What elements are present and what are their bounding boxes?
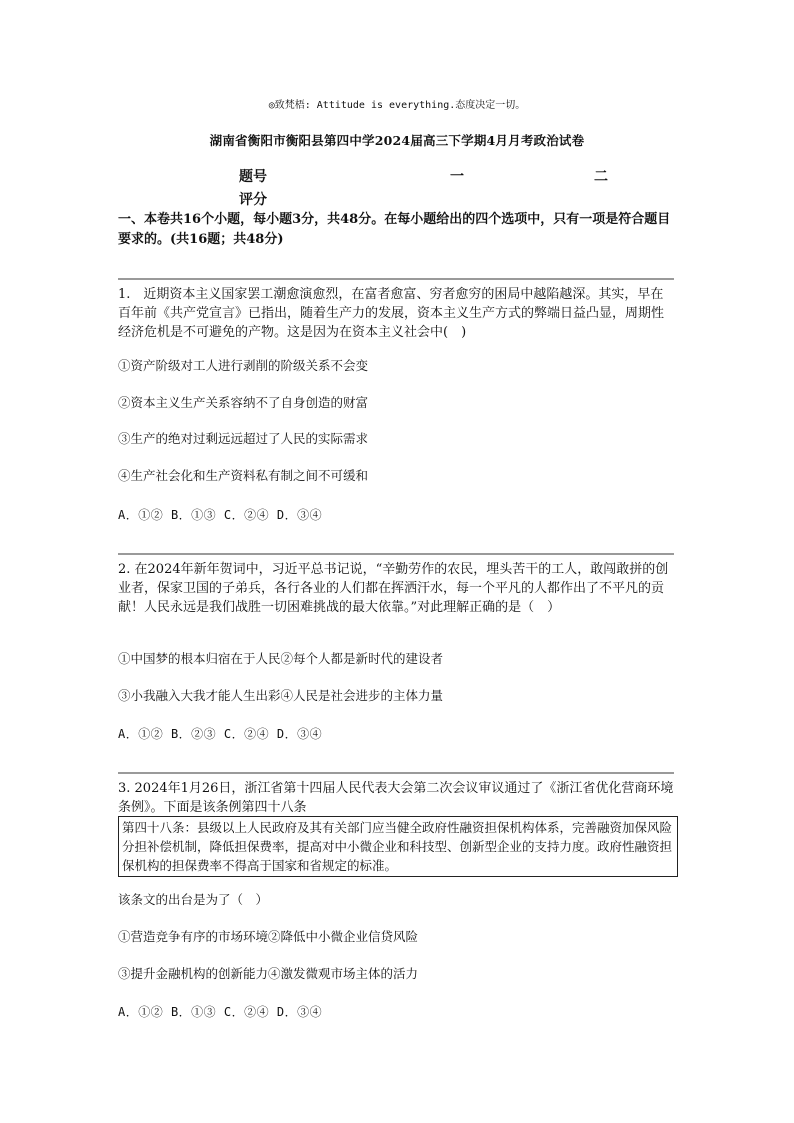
score-table-col-1: 一 — [450, 169, 464, 185]
score-table-row-score — [237, 189, 637, 212]
score-table-col-2: 二 — [594, 169, 608, 185]
question-2-option: ③小我融入大我才能人生出彩④人民是社会进步的主体力量 — [118, 688, 444, 703]
question-1-answers: A．①② B．①③ C．②④ D．③④ — [118, 508, 323, 522]
divider — [118, 553, 674, 555]
question-3-option: ③提升金融机构的创新能力④激发微观市场主体的活力 — [118, 966, 419, 981]
score-table-header-label: 题号 — [239, 169, 267, 185]
exam-title: 湖南省衡阳市衡阳县第四中学2024届高三下学期4月月考政治试卷 — [209, 133, 585, 148]
score-table-row-question-number — [237, 166, 637, 189]
question-2-option: ①中国梦的根本归宿在于人民②每个人都是新时代的建设者 — [118, 651, 444, 666]
score-table-score-label: 评分 — [239, 192, 267, 208]
question-1-option: ①资产阶级对工人进行剥削的阶级关系不会变 — [118, 358, 369, 373]
question-1-option: ④生产社会化和生产资料私有制之间不可缓和 — [118, 468, 369, 483]
question-2-stem: 2. 在2024年新年贺词中，习近平总书记说，“辛勤劳作的农民，埋头苦干的工人，敢闯敢拼的创业者，保家卫国的子弟兵，各行各业的人们都在挥洒汗水，每一个平凡的人都作出了不平凡的贡献！人民永远是我们战胜一切困难挑战的最大依靠。”对此理解正确的是（ ） — [118, 562, 669, 615]
divider — [118, 772, 674, 774]
question-1-option: ②资本主义生产关系容纳不了自身创造的财富 — [118, 395, 369, 410]
question-3-prompt: 该条文的出台是为了（ ） — [118, 892, 269, 907]
question-3-stem: 3. 2024年1月26日，浙江省第十四届人民代表大会第二次会议审议通过了《浙江省优化营商环境条例》。下面是该条例第四十八条 — [118, 781, 674, 815]
section-heading: 一、本卷共16个小题，每小题3分，共48分。在每小题给出的四个选项中，只有一项是符合题目要求的。(共16题；共48分) — [118, 212, 671, 247]
question-1-option: ③生产的绝对过剩远远超过了人民的实际需求 — [118, 431, 369, 446]
question-3-option: ①营造竞争有序的市场环境②降低中小微企业信贷风险 — [118, 929, 419, 944]
regulation-quote-box: 第四十八条：县级以上人民政府及其有关部门应当健全政府性融资担保机构体系，完善融资加保风险分担补偿机制，降低担保费率，提高对中小微企业和科技型、创新型企业的支持力度。政府性融资担保机构的担保费率不得高于国家和省规定的标准。 — [118, 816, 678, 877]
question-3-answers: A．①② B．①③ C．②④ D．③④ — [118, 1005, 323, 1019]
question-2-answers: A．①② B．②③ C．②④ D．③④ — [118, 727, 323, 741]
score-table — [237, 166, 637, 212]
header-motto: ◎致梵梧: Attitude is everything.态度决定一切。 — [268, 100, 526, 111]
divider — [118, 278, 674, 280]
question-1-stem: 1. 近期资本主义国家罢工潮愈演愈烈，在富者愈富、穷者愈穷的困局中越陷越深。其实，早在百年前《共产党宣言》已指出，随着生产力的发展，资本主义生产方式的弊端日益凸显，周期性经济危机是不可避免的产物。这是因为在资本主义社会中( ) — [118, 287, 665, 340]
